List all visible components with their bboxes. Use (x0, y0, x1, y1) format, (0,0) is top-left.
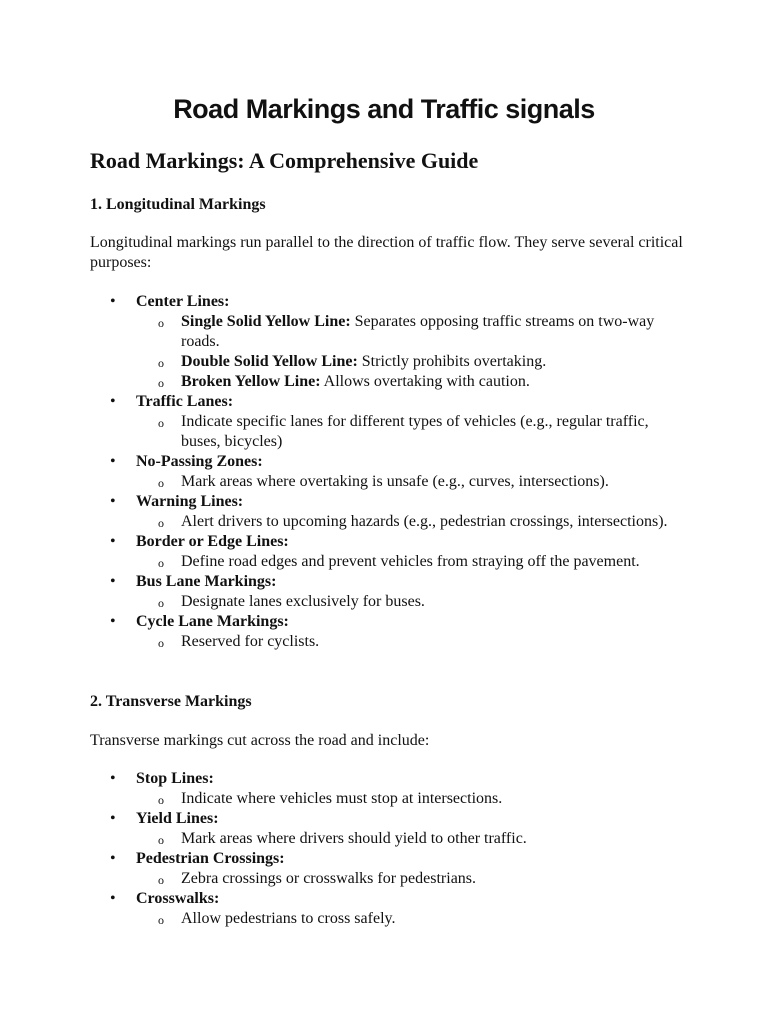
list-item (90, 292, 690, 392)
list-item-term: Border or Edge Lines: (136, 533, 289, 550)
sub-list (136, 789, 690, 809)
bullet-icon: • (110, 393, 116, 410)
sub-item-text: Strictly prohibits overtaking. (357, 353, 547, 370)
sub-list-item (136, 909, 690, 929)
section-heading-transverse: 2. Transverse Markings (90, 693, 252, 710)
sub-item-text: Define road edges and prevent vehicles from straying off the pavement. (181, 553, 640, 570)
sub-list-item (136, 789, 690, 809)
sub-list-item (136, 472, 690, 492)
list-item (90, 532, 690, 572)
sub-list-item (136, 632, 690, 652)
circle-bullet-icon: o (158, 636, 164, 650)
section-intro-longitudinal: Longitudinal markings run parallel to the direction of traffic flow. They serve several critical purposes: (90, 234, 683, 271)
list-item (90, 452, 690, 492)
list-item (90, 572, 690, 612)
list-item-term: Bus Lane Markings: (136, 573, 277, 590)
circle-bullet-icon: o (158, 556, 164, 570)
list-item-term: Stop Lines: (136, 770, 214, 787)
sub-list (136, 632, 690, 652)
sub-list (136, 829, 690, 849)
sub-list-item (136, 412, 690, 452)
circle-bullet-icon: o (158, 516, 164, 530)
sub-item-text: Allows overtaking with caution. (320, 373, 530, 390)
sub-item-text: Zebra crossings or crosswalks for pedestrians. (181, 870, 477, 887)
sub-list (136, 552, 690, 572)
sub-list-item (136, 552, 690, 572)
main-heading: Road Markings: A Comprehensive Guide (90, 148, 479, 173)
bullet-icon: • (110, 613, 116, 630)
circle-bullet-icon: o (158, 793, 164, 807)
sub-item-term: Single Solid Yellow Line: (181, 313, 351, 330)
sub-item-text: Alert drivers to upcoming hazards (e.g., pedestrian crossings, intersections). (181, 513, 668, 530)
sub-list-item (136, 829, 690, 849)
sub-item-text: Allow pedestrians to cross safely. (181, 910, 396, 927)
list-item-term: Center Lines: (136, 293, 230, 310)
circle-bullet-icon: o (158, 913, 164, 927)
longitudinal-markings-list (90, 292, 690, 652)
bullet-icon: • (110, 493, 116, 510)
sub-item-text: Separates opposing traffic streams on two-way roads. (181, 313, 655, 350)
sub-list (136, 472, 690, 492)
list-item (90, 809, 690, 849)
bullet-icon: • (110, 890, 116, 907)
sub-list-item (136, 869, 690, 889)
list-item (90, 492, 690, 532)
sub-item-text: Designate lanes exclusively for buses. (181, 593, 425, 610)
sub-item-term: Broken Yellow Line: (181, 373, 321, 390)
list-item-term: Traffic Lanes: (136, 393, 234, 410)
list-item (90, 889, 690, 929)
list-item-term: Crosswalks: (136, 890, 220, 907)
sub-list-item (136, 372, 690, 392)
sub-list (136, 909, 690, 929)
circle-bullet-icon: o (158, 356, 164, 370)
sub-list (136, 412, 690, 452)
sub-item-term: Double Solid Yellow Line: (181, 353, 358, 370)
sub-list (136, 592, 690, 612)
circle-bullet-icon: o (158, 873, 164, 887)
document-title: Road Markings and Traffic signals (173, 94, 595, 124)
sub-item-text: Indicate specific lanes for different types of vehicles (e.g., regular traffic, buses, bicycles) (181, 413, 649, 450)
bullet-icon: • (110, 770, 116, 787)
circle-bullet-icon: o (158, 416, 164, 430)
sub-item-text: Mark areas where drivers should yield to other traffic. (181, 830, 527, 847)
section-heading-longitudinal: 1. Longitudinal Markings (90, 196, 266, 213)
bullet-icon: • (110, 573, 116, 590)
circle-bullet-icon: o (158, 476, 164, 490)
list-item-term: Yield Lines: (136, 810, 219, 827)
sub-list (136, 869, 690, 889)
sub-list-item (136, 512, 690, 532)
sub-list-item (136, 592, 690, 612)
circle-bullet-icon: o (158, 316, 164, 330)
circle-bullet-icon: o (158, 596, 164, 610)
list-item-term: No-Passing Zones: (136, 453, 263, 470)
sub-item-text: Mark areas where overtaking is unsafe (e.g., curves, intersections). (181, 473, 609, 490)
bullet-icon: • (110, 850, 116, 867)
sub-list (136, 512, 690, 532)
list-item-term: Pedestrian Crossings: (136, 850, 285, 867)
list-item (90, 392, 690, 452)
circle-bullet-icon: o (158, 376, 164, 390)
bullet-icon: • (110, 453, 116, 470)
list-item (90, 849, 690, 889)
list-item-term: Warning Lines: (136, 493, 244, 510)
sub-item-text: Indicate where vehicles must stop at intersections. (181, 790, 503, 807)
list-item (90, 769, 690, 809)
sub-list-item (136, 312, 690, 352)
sub-item-text: Reserved for cyclists. (181, 633, 320, 650)
sub-list (136, 312, 690, 392)
bullet-icon: • (110, 293, 116, 310)
circle-bullet-icon: o (158, 833, 164, 847)
section-intro-transverse: Transverse markings cut across the road and include: (90, 732, 430, 749)
list-item-term: Cycle Lane Markings: (136, 613, 289, 630)
sub-list-item (136, 352, 690, 372)
list-item (90, 612, 690, 652)
bullet-icon: • (110, 810, 116, 827)
bullet-icon: • (110, 533, 116, 550)
transverse-markings-list (90, 769, 690, 929)
